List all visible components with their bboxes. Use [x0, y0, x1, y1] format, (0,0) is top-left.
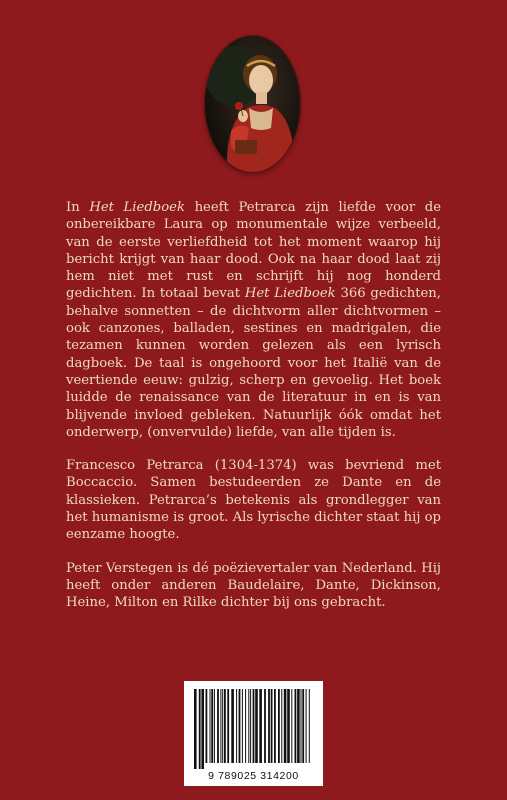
back-cover-blurb: [66, 199, 441, 628]
barcode-bar: [309, 689, 310, 763]
barcode-bar: [231, 689, 234, 763]
barcode-bar: [211, 689, 213, 763]
barcode-bar: [297, 689, 300, 763]
isbn-number: 9 789025 314200: [208, 770, 299, 782]
barcode-bar: [214, 689, 215, 763]
blurb-text-run: heeft Petrarca zijn liefde voor de onbereikbare Laura op monumentale wijze verbeeld, van de eerste verliefdheid tot het moment waarop hij bericht krijgt van haar dood. Ook na haar dood laat zij hem niet met rust en schrijft hij nog honderd gedichten. In totaal bevat: [66, 200, 442, 302]
barcode-bar: [301, 689, 302, 763]
barcode-bar: [248, 689, 249, 763]
barcode-bar: [253, 689, 255, 763]
laura-portrait-image: [205, 36, 300, 172]
barcode-bar: [295, 689, 297, 763]
barcode-bar: [206, 689, 208, 763]
barcode-bar: [264, 689, 266, 763]
barcode-bar: [274, 689, 276, 763]
barcode-bar: [239, 689, 241, 763]
barcode-bar: [268, 689, 270, 763]
barcode-bar: [224, 689, 226, 763]
barcode-bars: [194, 689, 313, 769]
barcode-bar: [201, 689, 204, 769]
isbn-barcode: [184, 681, 323, 786]
barcode-bar: [217, 689, 219, 763]
blurb-text-run: 366 gedichten, behalve sonnetten – de dichtvorm aller dichtvormen – ook canzones, balladen, sestines en madrigalen, die tezamen kunnen worden gelezen als een lyrisch dagboek. De taal is ongehoord voor het Italië van de veertiende eeuw: gulzig, scherp en gevoelig. Het boek luidde de renaissance van de literatuur in en is van blijvende invloed gebleken. Natuurlijk óók omdat het onderwerp, (onvervulde) liefde, van alle tijden is.: [66, 286, 441, 440]
barcode-bar: [242, 689, 243, 763]
book-title-italic: Het Liedboek: [244, 286, 336, 302]
barcode-bar: [259, 689, 262, 763]
blurb-text-run: In: [66, 200, 90, 215]
barcode-bar: [281, 689, 282, 763]
barcode-bar: [210, 689, 211, 763]
barcode-bar: [255, 689, 258, 763]
barcode-bar: [278, 689, 280, 763]
barcode-bar: [222, 689, 223, 763]
barcode-bar: [287, 689, 290, 763]
barcode-bar: [291, 689, 292, 763]
barcode-bar: [220, 689, 221, 763]
blurb-paragraph-petrarca: Francesco Petrarca (1304-1374) was bevriend met Boccaccio. Samen bestudeerden ze Dante en de klassieken. Petrarca’s betekenis als grondlegger van het humanisme is groot. Als lyrische dichter staat hij op eenzame hoogte.: [66, 458, 441, 543]
blurb-paragraph-translator: Peter Verstegen is dé poëzievertaler van Nederland. Hij heeft onder anderen Baudelaire, Dante, Dickinson, Heine, Milton en Rilke dichter bij ons gebracht.: [66, 560, 441, 611]
barcode-bar: [245, 689, 246, 763]
barcode-bar: [306, 689, 307, 763]
barcode-bar: [284, 689, 287, 763]
blurb-paragraph-liedboek: [66, 199, 441, 441]
barcode-bar: [194, 689, 197, 769]
book-title-italic: Het Liedboek: [89, 200, 185, 215]
barcode-bar: [199, 689, 201, 769]
barcode-bar: [236, 689, 237, 763]
barcode-bar: [250, 689, 251, 763]
barcode-bar: [227, 689, 229, 763]
barcode-bar: [271, 689, 273, 763]
barcode-bar: [302, 689, 304, 763]
